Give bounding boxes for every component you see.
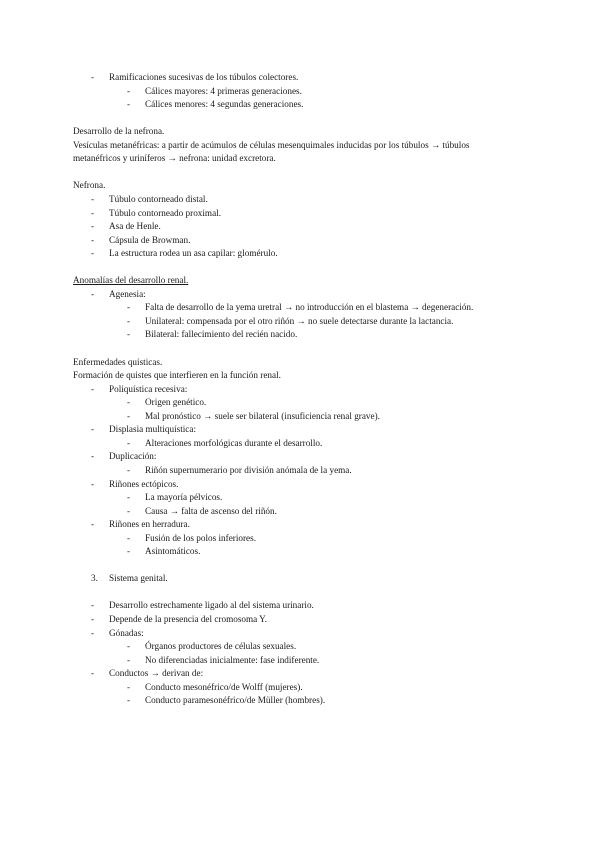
list-item: Asa de Henle. — [109, 221, 161, 232]
bullet-dash: - — [127, 654, 131, 665]
bullet-dash: - — [127, 315, 131, 326]
list-item: Túbulo contorneado proximal. — [109, 207, 222, 218]
sub-list-item: Falta de desarrollo de la yema uretral → no introducción en el blastema → degeneración. — [145, 302, 474, 313]
bullet-dash: - — [127, 505, 131, 516]
bullet-dash: - — [127, 302, 131, 313]
list-item: Conductos → derivan de: — [109, 668, 204, 679]
bullet-dash: - — [91, 600, 95, 611]
bullet-dash: - — [91, 668, 95, 679]
bullet-dash: - — [91, 451, 95, 462]
paragraph-line: Desarrollo de la nefrona. — [73, 126, 165, 137]
bullet-dash: - — [91, 234, 95, 245]
bullet-dash: - — [91, 288, 95, 299]
bullet-dash: - — [91, 519, 95, 530]
paragraph-line: Formación de quistes que interfieren en la función renal. — [73, 370, 281, 381]
sub-list-item: Bilateral: fallecimiento del recién nacido. — [145, 329, 298, 340]
list-item: Duplicación: — [109, 451, 157, 462]
list-item: La estructura rodea un asa capilar: glomérulo. — [109, 248, 278, 259]
list-item: Riñones en herradura. — [109, 519, 190, 530]
bullet-dash: - — [91, 221, 95, 232]
bullet-dash: - — [91, 383, 95, 394]
sub-list-item: Órganos productores de células sexuales. — [145, 641, 297, 652]
bullet-dash: - — [91, 614, 95, 624]
list-item: Túbulo contorneado distal. — [109, 193, 208, 204]
bullet-dash: - — [91, 193, 95, 204]
sub-list-item: No diferenciadas inicialmente: fase indiferente. — [145, 654, 320, 665]
sub-list-item: Cálices menores: 4 segundas generaciones. — [145, 99, 304, 110]
bullet-dash: - — [127, 410, 131, 421]
list-number: 3. — [91, 573, 98, 584]
sub-list-item: Cálices mayores: 4 primeras generaciones. — [145, 85, 302, 96]
list-item: Poliquística recesiva: — [109, 383, 188, 394]
sub-list-item: Fusión de los polos inferiores. — [145, 532, 257, 543]
list-item: Depende de la presencia del cromosoma Y. — [109, 614, 267, 624]
sub-list-item: Riñón supernumerario por división anómala de la yema. — [145, 464, 352, 475]
list-item: Cápsula de Browman. — [109, 234, 191, 245]
list-item: Desarrollo estrechamente ligado al del sistema urinario. — [109, 600, 314, 611]
paragraph-line: Nefrona. — [73, 180, 106, 191]
list-item: Ramificaciones sucesivas de los túbulos colectores. — [109, 72, 299, 82]
sub-list-item: Causa → falta de ascenso del riñón. — [145, 505, 277, 516]
bullet-dash: - — [91, 424, 95, 435]
paragraph-line: metanéfricos y uriníferos → nefrona: unidad excretora. — [73, 153, 276, 164]
bullet-dash: - — [127, 546, 131, 557]
bullet-dash: - — [127, 85, 131, 96]
bullet-dash: - — [127, 397, 131, 408]
list-item: Gónadas: — [109, 627, 144, 638]
sub-list-item: Conducto mesonéfrico/de Wolff (mujeres). — [145, 681, 303, 692]
bullet-dash: - — [127, 99, 131, 110]
bullet-dash: - — [91, 207, 95, 218]
sub-list-item: Conducto paramesonéfrico/de Müller (hombres). — [145, 695, 326, 706]
bullet-dash: - — [91, 627, 95, 638]
bullet-dash: - — [127, 681, 131, 692]
sub-list-item: Mal pronóstico → suele ser bilateral (insuficiencia renal grave). — [145, 410, 380, 421]
section-heading: Anomalías del desarrollo renal. — [73, 275, 189, 286]
bullet-dash: - — [127, 464, 131, 475]
paragraph-line: Vesículas metanéfricas: a partir de acúmulos de células mesenquimales inducidas por los túbulos → túbulos — [73, 139, 470, 150]
list-item: Agenesia: — [109, 288, 146, 299]
sub-list-item: Origen genético. — [145, 397, 207, 408]
list-item: Riñones ectópicos. — [109, 478, 179, 489]
list-item: Displasia multiquística: — [109, 424, 197, 435]
sub-list-item: La mayoría pélvicos. — [145, 492, 223, 503]
numbered-heading: Sistema genital. — [109, 573, 168, 584]
bullet-dash: - — [127, 532, 131, 543]
bullet-dash: - — [127, 437, 131, 448]
bullet-dash: - — [91, 248, 95, 259]
sub-list-item: Unilateral: compensada por el otro riñón → no suele detectarse durante la lactancia. — [145, 315, 454, 326]
bullet-dash: - — [127, 329, 131, 340]
bullet-dash: - — [91, 478, 95, 489]
bullet-dash: - — [127, 492, 131, 503]
sub-list-item: Asintomáticos. — [145, 546, 201, 557]
bullet-dash: - — [127, 695, 131, 706]
paragraph-line: Enfermedades quísticas. — [73, 356, 163, 367]
sub-list-item: Alteraciones morfológicas durante el desarrollo. — [145, 437, 323, 448]
bullet-dash: - — [127, 641, 131, 652]
bullet-dash: - — [91, 72, 95, 82]
